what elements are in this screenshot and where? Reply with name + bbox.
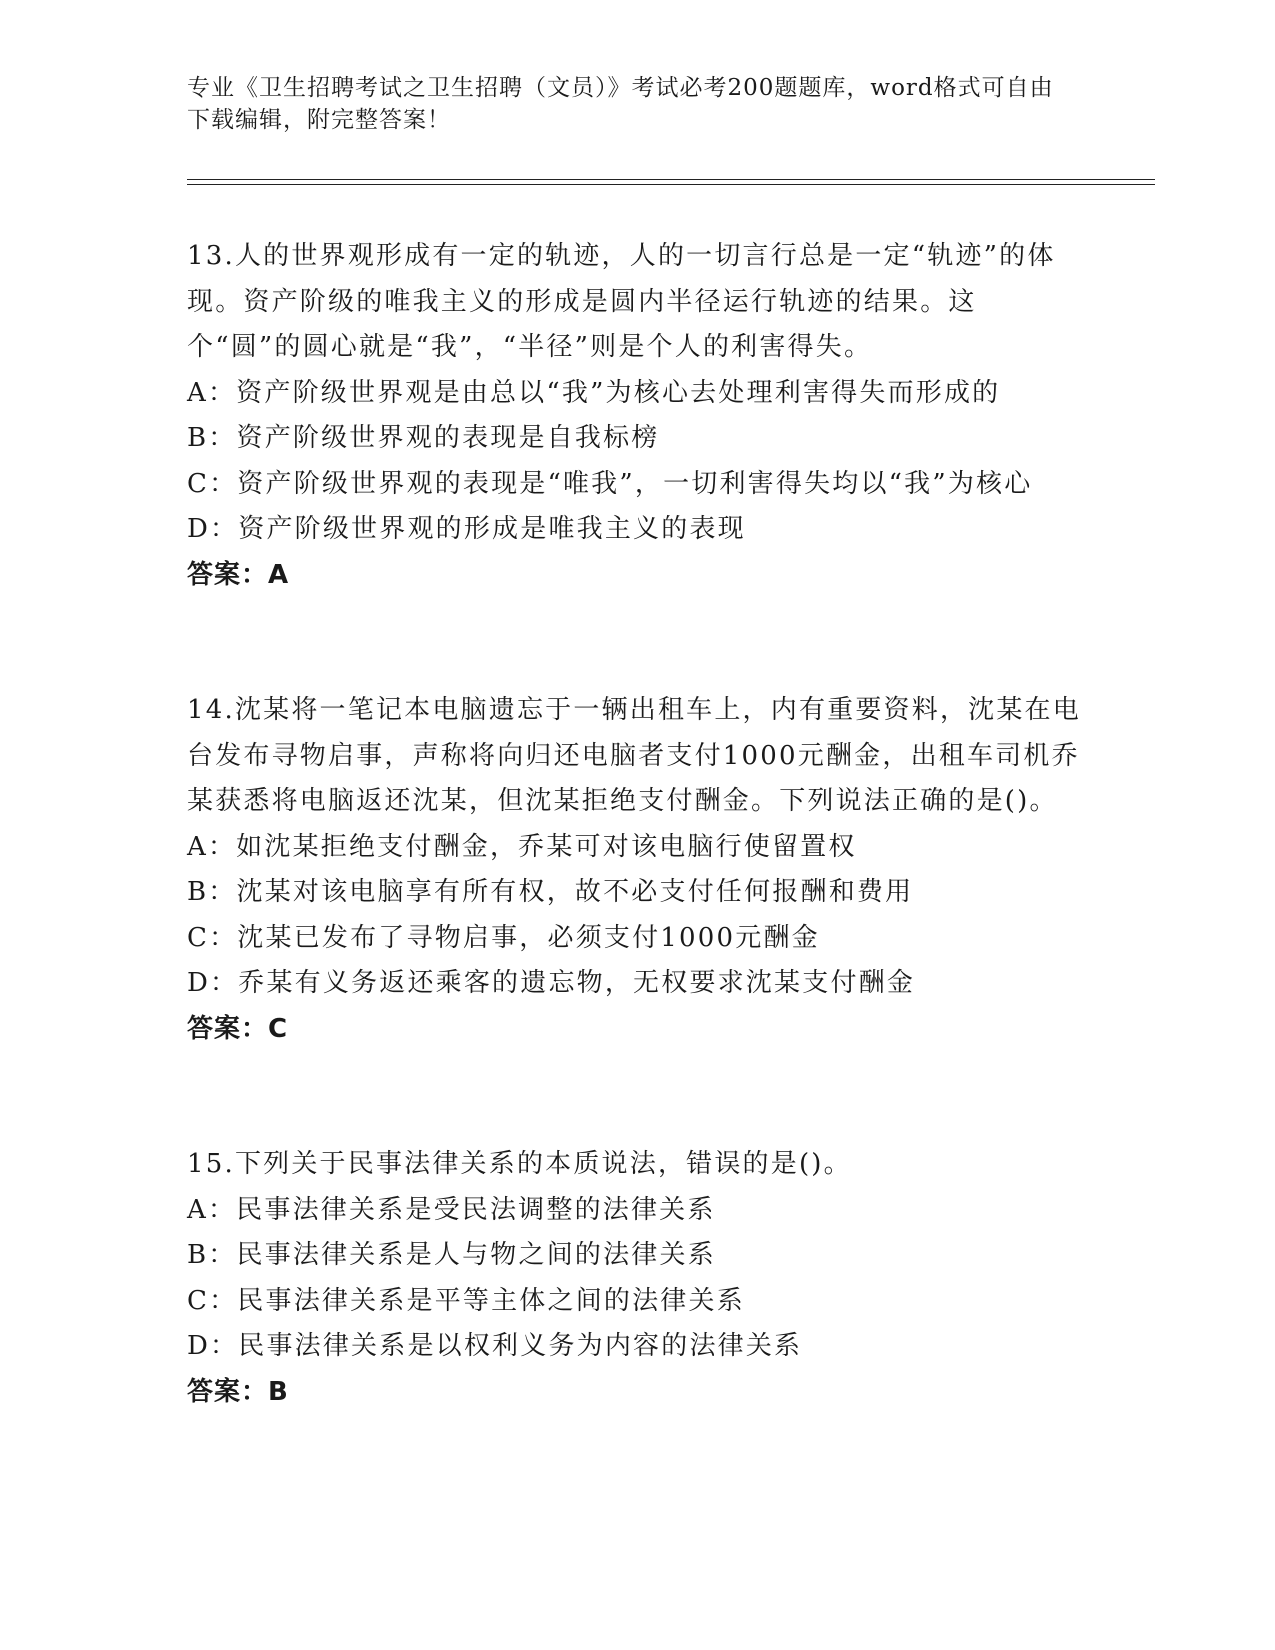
header-text: 专业《卫生招聘考试之卫生招聘（文员）》考试必考200题题库，word格式可自由下载编辑，附完整答案！ [187,75,1054,133]
question-stem: 15.下列关于民事法律关系的本质说法，错误的是()。 [187,1149,852,1179]
option-d: D：民事法律关系是以权利义务为内容的法律关系 [187,1331,803,1361]
option-b: B：沈某对该电脑享有所有权，故不必支付任何报酬和费用 [187,877,914,907]
question-14 [187,688,1087,1052]
option-c: C：沈某已发布了寻物启事，必须支付1000元酬金 [187,922,820,953]
answer-label: 答案：C [187,1013,289,1044]
option-b: B：民事法律关系是人与物之间的法律关系 [187,1240,716,1270]
option-a: A：民事法律关系是受民法调整的法律关系 [187,1194,716,1225]
option-a: A：如沈某拒绝支付酬金，乔某可对该电脑行使留置权 [187,831,857,862]
question-stem: 14.沈某将一笔记本电脑遗忘于一辆出租车上，内有重要资料，沈某在电台发布寻物启事，声称将向归还电脑者支付1000元酬金，出租车司机乔某获悉将电脑返还沈某，但沈某拒绝支付酬金。下列说法正确的是()。 [187,695,1081,816]
option-d: D：乔某有义务返还乘客的遗忘物，无权要求沈某支付酬金 [187,968,916,998]
question-15 [187,1142,1087,1415]
option-d: D：资产阶级世界观的形成是唯我主义的表现 [187,514,746,544]
answer-label: 答案：A [187,559,290,590]
document-header [187,72,1067,136]
question-13 [187,234,1087,598]
option-b: B：资产阶级世界观的表现是自我标榜 [187,423,660,453]
header-divider-bottom [187,184,1155,185]
question-stem: 13.人的世界观形成有一定的轨迹，人的一切言行总是一定“轨迹”的体现。资产阶级的唯我主义的形成是圆内半径运行轨迹的结果。这个“圆”的圆心就是“我”，“半径”则是个人的利害得失。 [187,241,1056,362]
answer-label: 答案：B [187,1376,289,1407]
option-a: A：资产阶级世界观是由总以“我”为核心去处理利害得失而形成的 [187,377,1001,408]
option-c: C：资产阶级世界观的表现是“唯我”，一切利害得失均以“我”为核心 [187,468,1033,499]
option-c: C：民事法律关系是平等主体之间的法律关系 [187,1285,745,1316]
header-divider-top [187,179,1155,180]
